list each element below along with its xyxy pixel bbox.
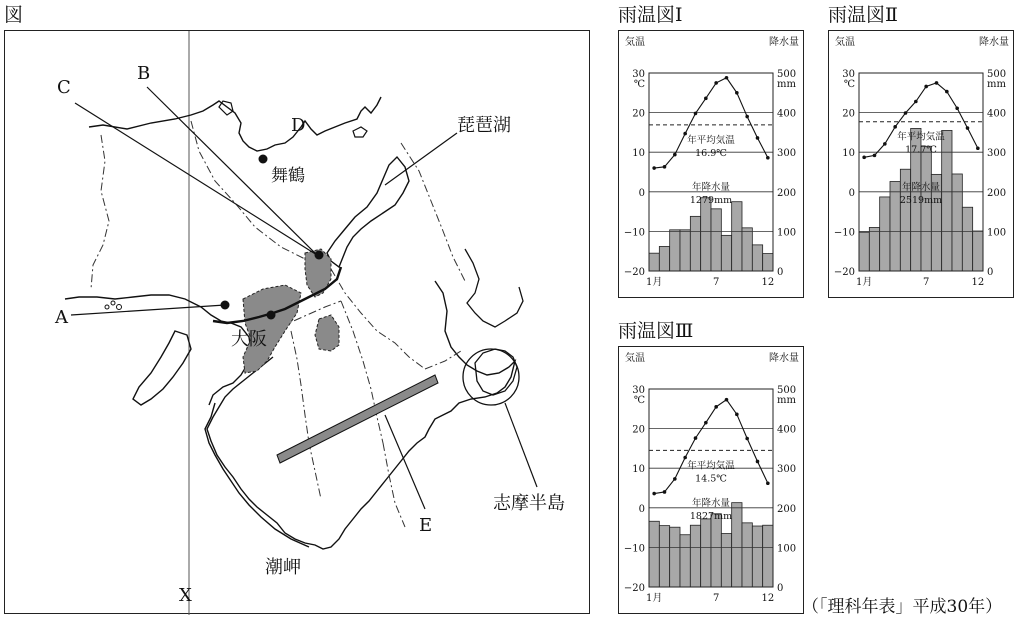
right-tick-label: 300 — [987, 148, 1007, 160]
x-tick-label: 12 — [971, 277, 985, 288]
climograph-1 — [618, 30, 804, 298]
temperature-point — [652, 166, 656, 170]
annual-mean-temp-label: 年平均気温 — [687, 134, 735, 146]
label-b: B — [137, 63, 151, 84]
left-tick-label: 0 — [638, 187, 645, 199]
x-tick-label: 1月 — [855, 277, 873, 288]
right-unit-label: mm — [777, 395, 796, 406]
small-islands — [105, 301, 122, 310]
left-tick-label: 10 — [632, 148, 645, 160]
left-tick-label: 20 — [632, 108, 645, 120]
temperature-point — [694, 436, 698, 440]
left-tick-label: 10 — [632, 464, 645, 476]
left-tick-label: 0 — [848, 187, 855, 199]
temperature-point — [725, 76, 729, 80]
line-a — [71, 305, 225, 315]
label-shima: 志摩半島 — [493, 493, 565, 514]
right-tick-label: 100 — [987, 227, 1007, 239]
label-shionomisaki: 潮岬 — [265, 557, 301, 578]
precipitation-bar — [752, 245, 762, 271]
precipitation-bar — [973, 231, 983, 271]
temperature-point — [725, 398, 729, 402]
x-tick-label: 7 — [922, 277, 930, 288]
figure-label: 図 — [4, 4, 24, 26]
temperature-point — [714, 81, 718, 85]
right-unit-label: mm — [987, 79, 1006, 90]
climograph-2-title: 雨温図Ⅱ — [828, 4, 898, 26]
precipitation-bar — [962, 207, 972, 271]
x-tick-label: 1月 — [645, 277, 663, 288]
climograph-1-title: 雨温図Ⅰ — [618, 4, 683, 26]
climograph-3 — [618, 346, 804, 614]
climograph-3-svg — [619, 347, 805, 615]
left-tick-label: 10 — [842, 148, 855, 160]
maizuru-dot — [259, 155, 268, 164]
right-tick-label: 0 — [987, 267, 994, 278]
left-tick-label: −20 — [623, 583, 645, 594]
precipitation-bar — [721, 235, 731, 271]
osaka-bay-coastline — [65, 295, 251, 405]
annual-precip-label: 年降水量 — [691, 181, 731, 193]
right-unit-label: mm — [777, 79, 796, 90]
precipitation-bar — [952, 174, 962, 271]
right-tick-label: 0 — [777, 267, 784, 278]
right-tick-label: 200 — [777, 503, 797, 515]
temperature-point — [862, 156, 866, 160]
climograph-2 — [828, 30, 1014, 298]
temperature-point — [766, 156, 770, 160]
left-tick-label: −10 — [623, 543, 645, 555]
annual-precip-label: 年降水量 — [691, 497, 731, 509]
precipitation-bar — [752, 526, 762, 587]
map-frame — [4, 30, 590, 614]
precipitation-bar — [680, 535, 690, 587]
temperature-point — [683, 456, 687, 460]
precipitation-bar — [680, 230, 690, 271]
temperature-point — [652, 492, 656, 496]
precipitation-bar — [701, 519, 711, 587]
label-d: D — [291, 115, 306, 136]
ise-bay-coastline — [465, 249, 523, 327]
precipitation-bar — [649, 521, 659, 587]
temperature-point — [663, 490, 667, 494]
climograph-1-svg — [619, 31, 805, 299]
temperature-point — [955, 106, 959, 110]
right-tick-label: 300 — [777, 148, 797, 160]
annual-precip-value: 1827mm — [689, 510, 733, 522]
left-tick-label: −20 — [623, 267, 645, 278]
precipitation-bar — [690, 525, 700, 587]
annual-mean-temp-value: 17.7℃ — [905, 144, 937, 156]
precipitation-bar — [921, 146, 931, 271]
right-tick-label: 400 — [777, 424, 797, 436]
precipitation-bar — [890, 182, 900, 271]
left-unit-label: ℃ — [633, 395, 645, 406]
precipitation-bar — [659, 246, 669, 271]
left-tick-label: 0 — [638, 503, 645, 515]
label-maizuru: 舞鶴 — [271, 166, 305, 186]
island-outline — [219, 101, 233, 115]
left-tick-label: −10 — [623, 227, 645, 239]
temperature-point — [914, 100, 918, 104]
nara-urban-area — [315, 315, 339, 351]
temperature-point — [883, 142, 887, 146]
temperature-point — [756, 136, 760, 140]
label-a: A — [55, 307, 68, 328]
annual-mean-temp-value: 14.5℃ — [695, 473, 727, 485]
source-note: （「理科年表」平成30年） — [802, 597, 1003, 617]
awaji-island — [133, 331, 191, 405]
annual-precip-value: 1279mm — [689, 194, 733, 206]
label-c: C — [57, 77, 71, 98]
precipitation-bar — [763, 254, 773, 271]
left-axis-label: 気温 — [625, 37, 645, 48]
island-outline — [353, 127, 367, 137]
label-e: E — [419, 515, 433, 536]
right-tick-label: 400 — [777, 108, 797, 120]
right-tick-label: 500 — [777, 385, 797, 396]
label-osaka: 大阪 — [231, 329, 267, 350]
temperature-point — [935, 81, 939, 85]
left-axis-label: 気温 — [835, 37, 855, 48]
precipitation-bar — [732, 503, 742, 587]
left-tick-label: 30 — [632, 385, 645, 396]
temperature-point — [976, 146, 980, 150]
precipitation-bar — [649, 253, 659, 271]
temperature-point — [704, 97, 708, 101]
right-tick-label: 500 — [777, 69, 797, 80]
precipitation-bar — [942, 130, 952, 271]
precipitation-bar — [763, 525, 773, 587]
temperature-point — [673, 153, 677, 157]
left-tick-label: 20 — [842, 108, 855, 120]
temperature-point — [745, 115, 749, 119]
precipitation-bar — [859, 232, 869, 271]
shima-leader-line — [505, 403, 537, 487]
right-tick-label: 200 — [987, 187, 1007, 199]
temperature-point — [735, 413, 739, 417]
temperature-point — [663, 165, 667, 169]
right-tick-label: 400 — [987, 108, 1007, 120]
right-tick-label: 100 — [777, 543, 797, 555]
climograph-3-title: 雨温図Ⅲ — [618, 320, 694, 342]
right-axis-label: 降水量 — [769, 353, 799, 364]
label-x: X — [179, 585, 192, 606]
x-tick-label: 1月 — [645, 593, 663, 604]
annual-precip-value: 2519mm — [899, 194, 943, 206]
temperature-point — [904, 111, 908, 115]
precipitation-bar — [690, 216, 700, 271]
climograph-2-svg — [829, 31, 1015, 299]
temperature-point — [756, 460, 760, 464]
annual-mean-temp-value: 16.9℃ — [695, 147, 727, 159]
kii-west-coastline — [205, 403, 309, 547]
right-tick-label: 100 — [777, 227, 797, 239]
precipitation-bar — [711, 209, 721, 271]
x-tick-label: 7 — [712, 277, 720, 288]
left-tick-label: 30 — [842, 69, 855, 80]
precipitation-bar — [711, 514, 721, 587]
annual-precip-label: 年降水量 — [901, 181, 941, 193]
x-tick-label: 7 — [712, 593, 720, 604]
kinki-map — [5, 31, 591, 615]
japan-sea-coastline — [89, 97, 381, 151]
precipitation-bar — [869, 227, 879, 271]
left-tick-label: −10 — [833, 227, 855, 239]
right-axis-label: 降水量 — [979, 37, 1009, 48]
temperature-point — [673, 477, 677, 481]
precipitation-bar — [721, 534, 731, 587]
temperature-point — [766, 481, 770, 485]
x-tick-label: 12 — [761, 277, 775, 288]
temperature-point — [704, 421, 708, 425]
right-tick-label: 200 — [777, 187, 797, 199]
precipitation-bar — [670, 230, 680, 271]
left-tick-label: 30 — [632, 69, 645, 80]
osaka-dot — [267, 311, 276, 320]
precipitation-bar — [670, 527, 680, 587]
label-biwako: 琵琶湖 — [457, 115, 511, 136]
temperature-point — [694, 112, 698, 116]
precipitation-bar — [742, 228, 752, 271]
temperature-point — [924, 85, 928, 89]
temperature-point — [966, 126, 970, 130]
lake-biwa — [327, 157, 409, 267]
temperature-point — [745, 437, 749, 441]
left-tick-label: −20 — [833, 267, 855, 278]
precipitation-bar — [659, 526, 669, 587]
left-tick-label: 20 — [632, 424, 645, 436]
x-tick-label: 12 — [761, 593, 775, 604]
right-tick-label: 300 — [777, 464, 797, 476]
cross-section-e-bar — [277, 375, 438, 463]
precipitation-bar — [742, 523, 752, 587]
kobe-dot — [221, 301, 230, 310]
annual-mean-temp-label: 年平均気温 — [687, 460, 735, 472]
precipitation-bar — [701, 198, 711, 271]
left-axis-label: 気温 — [625, 353, 645, 364]
temperature-point — [873, 154, 877, 158]
left-unit-label: ℃ — [633, 79, 645, 90]
annual-mean-temp-label: 年平均気温 — [897, 131, 945, 143]
right-tick-label: 0 — [777, 583, 784, 594]
temperature-point — [714, 405, 718, 409]
left-unit-label: ℃ — [843, 79, 855, 90]
temperature-point — [945, 90, 949, 94]
temperature-point — [735, 91, 739, 95]
temperature-point — [893, 125, 897, 129]
right-axis-label: 降水量 — [769, 37, 799, 48]
precipitation-bar — [880, 197, 890, 271]
e-leader-line — [385, 415, 425, 509]
precipitation-bar — [732, 202, 742, 271]
right-tick-label: 500 — [987, 69, 1007, 80]
kyoto-dot — [315, 251, 324, 260]
